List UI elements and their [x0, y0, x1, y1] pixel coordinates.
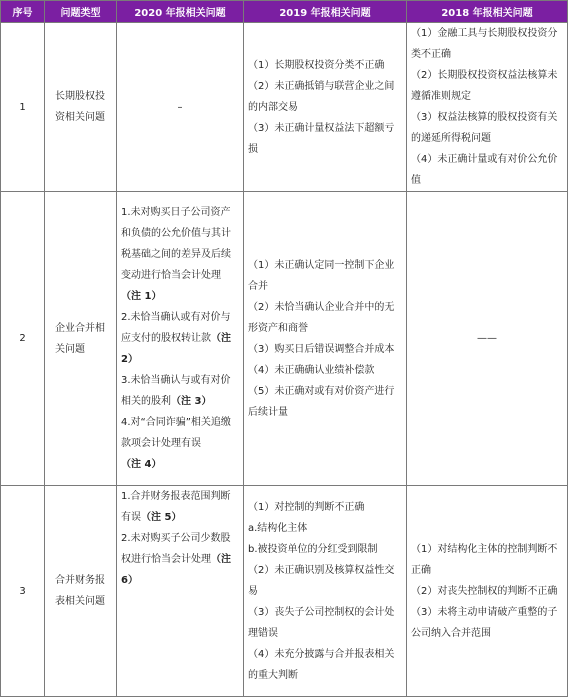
item-text: 1.未对购买日子公司资产和负债的公允价值与其计税基础之间的差异及后续变动进行恰当会计处理	[121, 207, 231, 281]
cell-2019	[244, 23, 407, 192]
list-item: （2）对丧失控制权的判断不正确	[411, 585, 558, 597]
item-text: 4.对“合同诈骗”相关追缴款项会计处理有误	[121, 417, 231, 449]
issue-type: 企业合并相关问题	[45, 192, 117, 486]
item-text: 2.未恰当确认或有对价与应支付的股权转让款	[121, 312, 231, 344]
table-row	[1, 192, 568, 486]
header-2020: 2020 年报相关问题	[117, 1, 244, 23]
list-item: b.被投资单位的分红受到限制	[248, 543, 378, 555]
list-item: （2）未正确抵销与联营企业之间的内部交易	[248, 80, 395, 113]
list-item: （5）未正确对或有对价资产进行后续计量	[248, 385, 395, 418]
list-item	[121, 412, 239, 475]
list-item: （3）未正确计量权益法下超额亏损	[248, 122, 395, 155]
list-item	[121, 307, 239, 370]
list-item: （1）对控制的判断不正确	[248, 501, 365, 513]
note-ref: （注 2）	[121, 333, 231, 365]
list-item: （3）未将主动申请破产重整的子公司纳入合并范围	[411, 606, 558, 639]
empty-dash: ——	[477, 333, 497, 344]
cell-2019	[244, 192, 407, 486]
list-item: a.结构化主体	[248, 522, 308, 534]
issue-type: 合并财务报表相关问题	[45, 486, 117, 697]
note-ref: （注 5）	[141, 512, 182, 523]
list-item: （4）未充分披露与合并报表相关的重大判断	[248, 648, 395, 681]
list-item: （2）长期股权投资权益法核算未遵循准则规定	[411, 70, 558, 102]
list-item: （1）未正确认定同一控制下企业合并	[248, 259, 395, 292]
list-item: （4）未正确计量或有对价公允价值	[411, 154, 558, 186]
cell-2019	[244, 486, 407, 697]
row-number: 1	[1, 23, 45, 192]
item-text: 2.未对购买子公司少数股权进行恰当会计处理	[121, 533, 231, 565]
list-item: （3）丧失子公司控制权的会计处理错误	[248, 606, 395, 639]
header-issue-type: 问题类型	[45, 1, 117, 23]
list-item: （2）未正确识别及核算权益性交易	[248, 564, 395, 597]
table-row	[1, 23, 568, 192]
header-row	[1, 1, 568, 23]
cell-2020: –	[117, 23, 244, 192]
item-text: 1.合并财务报表范围判断有误	[121, 491, 231, 523]
list-item: （3）购买日后错误调整合并成本	[248, 343, 395, 355]
list-item: （2）未恰当确认企业合并中的无形资产和商誉	[248, 301, 395, 334]
note-ref: （注 1）	[121, 291, 162, 302]
issue-type: 长期股权投资相关问题	[45, 23, 117, 192]
header-2019: 2019 年报相关问题	[244, 1, 407, 23]
cell-2018	[407, 23, 568, 192]
table-row	[1, 486, 568, 697]
list-item: （3）权益法核算的股权投资有关的递延所得税问题	[411, 112, 558, 144]
list-item	[121, 486, 239, 528]
list-item: （1）长期股权投资分类不正确	[248, 59, 385, 71]
list-item: （4）未正确确认业绩补偿款	[248, 364, 375, 376]
list-item	[121, 370, 239, 412]
header-no: 序号	[1, 1, 45, 23]
row-number: 3	[1, 486, 45, 697]
cell-2018	[407, 486, 568, 697]
row-number: 2	[1, 192, 45, 486]
note-ref: （注 6）	[121, 554, 231, 586]
header-2018: 2018 年报相关问题	[407, 1, 568, 23]
item-text: 3.未恰当确认与或有对价相关的股利	[121, 375, 231, 407]
cell-2018	[407, 192, 568, 486]
list-item: （1）对结构化主体的控制判断不正确	[411, 543, 558, 576]
list-item: （1）金融工具与长期股权投资分类不正确	[411, 28, 558, 60]
cell-2020	[117, 192, 244, 486]
note-ref: （注 3）	[171, 396, 212, 407]
cell-2020	[117, 486, 244, 697]
note-ref: （注 4）	[121, 459, 162, 470]
list-item	[121, 202, 239, 307]
list-item	[121, 528, 239, 591]
